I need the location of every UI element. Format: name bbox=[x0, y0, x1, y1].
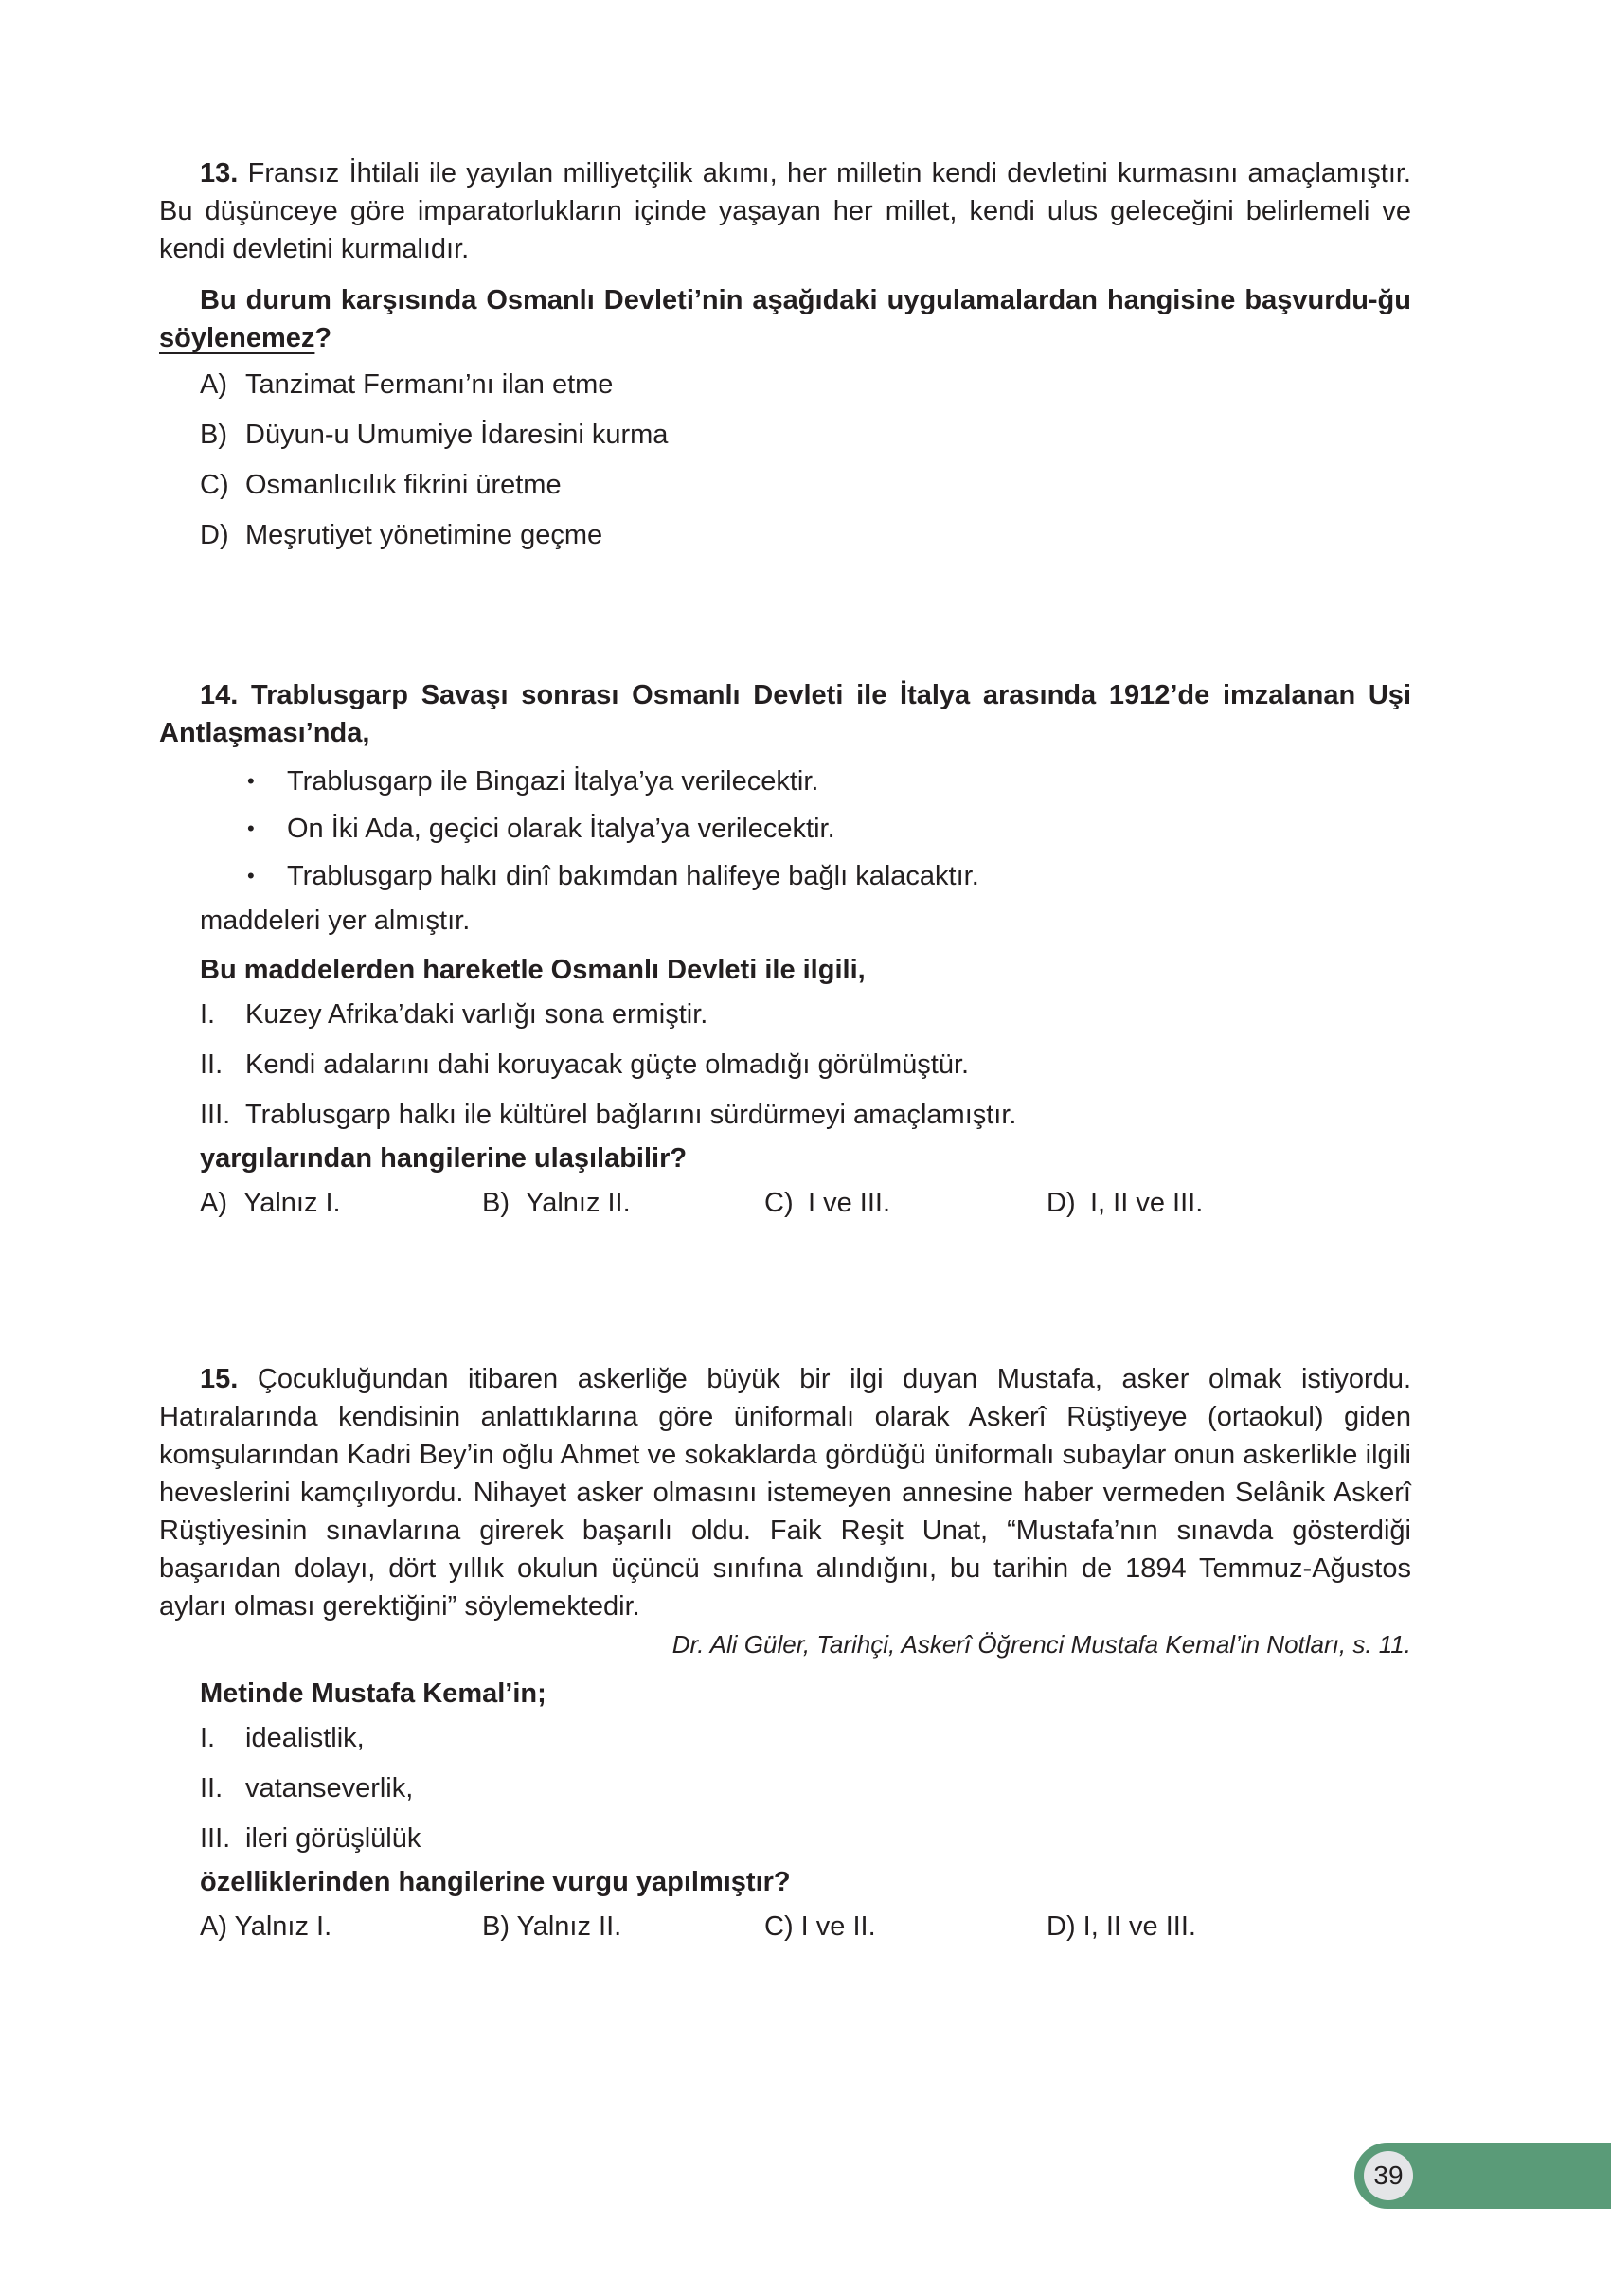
answer-option-b[interactable] bbox=[482, 1184, 764, 1222]
answer-options bbox=[159, 1177, 1411, 1228]
prompt-end: ? bbox=[314, 323, 332, 353]
option-label: A) bbox=[200, 368, 227, 400]
treaty-articles bbox=[159, 758, 1411, 900]
bullet-icon: • bbox=[247, 864, 255, 888]
answer-options bbox=[159, 1901, 1411, 1951]
statement-text: Trablusgarp halkı ile kültürel bağlarını sürdürmeyi amaçlamıştır. bbox=[245, 1099, 1017, 1130]
option-text: Tanzimat Fermanı’nı ilan etme bbox=[245, 368, 614, 400]
option-text: Düyun-u Umumiye İdaresini kurma bbox=[245, 419, 669, 450]
question-14-stem bbox=[159, 676, 1411, 752]
article-item bbox=[247, 852, 1411, 900]
answer-option-c[interactable] bbox=[764, 1184, 1047, 1222]
page-number-tab bbox=[1354, 2143, 1611, 2209]
answer-option-a[interactable] bbox=[200, 1184, 482, 1222]
option-text: I, II ve III. bbox=[1090, 1187, 1204, 1218]
answer-option-b[interactable] bbox=[200, 409, 1411, 459]
prompt-text: Bu durum karşısında Osmanlı Devleti’nin aşağıdaki uygulamalardan hangisine başvurdu-ğu bbox=[200, 285, 1411, 315]
statement-label: III. bbox=[200, 1099, 231, 1130]
statement-ii bbox=[200, 1763, 1411, 1813]
option-label: A) bbox=[200, 1910, 227, 1942]
option-text: I ve II. bbox=[800, 1910, 876, 1942]
answer-option-d[interactable] bbox=[1047, 1184, 1329, 1222]
question-14-prompt: yargılarından hangilerine ulaşılabilir? bbox=[200, 1143, 688, 1174]
statement-text: vatanseverlik, bbox=[245, 1772, 414, 1803]
statement-text: Kuzey Afrika’daki varlığı sona ermiştir. bbox=[245, 998, 708, 1030]
statement-label: I. bbox=[200, 1722, 216, 1753]
option-label: D) bbox=[1047, 1910, 1076, 1942]
option-text: Yalnız I. bbox=[243, 1187, 341, 1218]
answer-option-a[interactable] bbox=[200, 359, 1411, 409]
question-13 bbox=[159, 154, 1411, 560]
statement-i bbox=[200, 989, 1411, 1039]
answer-option-d[interactable] bbox=[1047, 1908, 1329, 1946]
question-14-lead: Bu maddelerden hareketle Osmanlı Devleti ile ilgili, bbox=[200, 955, 866, 985]
statement-label: III. bbox=[200, 1822, 231, 1854]
statement-iii bbox=[200, 1813, 1411, 1863]
statement-label: II. bbox=[200, 1049, 224, 1080]
option-text: Yalnız I. bbox=[234, 1910, 332, 1942]
answer-option-c[interactable] bbox=[200, 459, 1411, 510]
question-15-prompt: özelliklerinden hangilerine vurgu yapılmıştır? bbox=[200, 1867, 791, 1897]
emphasis-underlined: söylenemez bbox=[159, 323, 315, 353]
option-text: Meşrutiyet yönetimine geçme bbox=[245, 519, 603, 550]
statement-iii bbox=[200, 1089, 1411, 1139]
answer-option-a[interactable] bbox=[200, 1908, 482, 1946]
option-text: I, II ve III. bbox=[1083, 1910, 1196, 1942]
statement-ii bbox=[200, 1039, 1411, 1089]
option-text: I ve III. bbox=[808, 1187, 891, 1218]
question-14 bbox=[159, 676, 1411, 1228]
article-text: Trablusgarp halkı dinî bakımdan halifeye bağlı kalacaktır. bbox=[287, 861, 979, 891]
after-articles-text: maddeleri yer almıştır. bbox=[200, 906, 471, 936]
statements bbox=[159, 1713, 1411, 1863]
option-label: C) bbox=[764, 1187, 794, 1218]
question-number: 14. bbox=[200, 680, 239, 710]
bullet-icon: • bbox=[247, 816, 255, 840]
statement-label: I. bbox=[200, 998, 216, 1030]
article-text: Trablusgarp ile Bingazi İtalya’ya verilecektir. bbox=[287, 766, 819, 797]
question-13-prompt bbox=[159, 281, 1411, 357]
stem-text: Fransız İhtilali ile yayılan milliyetçilik akımı, her milletin kendi devletini kurmasını amaçlamıştır. Bu düşünceye göre imparatorlukların içinde yaşayan her millet, kendi ulus geleceğini belirlemeli ve kendi devletini kurmalıdır. bbox=[159, 158, 1411, 264]
statement-text: idealistlik, bbox=[245, 1722, 365, 1753]
question-number: 13. bbox=[200, 158, 239, 188]
statement-text: Kendi adalarını dahi koruyacak güçte olmadığı görülmüştür. bbox=[245, 1049, 970, 1080]
question-15-lead: Metinde Mustafa Kemal’in; bbox=[200, 1678, 546, 1709]
option-text: Osmanlıcılık fikrini üretme bbox=[245, 469, 562, 500]
page-number: 39 bbox=[1364, 2151, 1413, 2200]
option-label: B) bbox=[482, 1187, 510, 1218]
statement-label: II. bbox=[200, 1772, 224, 1803]
answer-option-d[interactable] bbox=[200, 510, 1411, 560]
answer-option-c[interactable] bbox=[764, 1908, 1047, 1946]
option-label: C) bbox=[200, 469, 229, 500]
article-text: On İki Ada, geçici olarak İtalya’ya verilecektir. bbox=[287, 814, 835, 844]
option-label: D) bbox=[1047, 1187, 1076, 1218]
option-label: B) bbox=[200, 419, 227, 450]
question-number: 15. bbox=[200, 1364, 239, 1394]
answer-options bbox=[159, 359, 1411, 560]
option-label: D) bbox=[200, 519, 229, 550]
option-text: Yalnız II. bbox=[516, 1910, 622, 1942]
question-15-stem bbox=[159, 1360, 1411, 1625]
option-label: A) bbox=[200, 1187, 227, 1218]
stem-text: Çocukluğundan itibaren askerliğe büyük bir ilgi duyan Mustafa, asker olmak istiyordu. Hatıralarında kendisinin anlattıklarına göre üniformalı olarak Askerî Rüştiyeye (ortaokul) giden komşularından Kadri Bey’in oğlu Ahmet ve sokaklarda gördüğü üniformalı subaylar onun askerlikle ilgili heveslerini kamçılıyordu. Nihayet asker olmasını istemeyen annesine haber vermeden Selânik Askerî Rüştiyesinin sınavlarına girerek başarılı oldu. Faik Reşit Unat, “Mustafa’nın sınavda gösterdiği başarıdan dolayı, dört yıllık okulun üçüncü sınıfına alındığını, bu tarihin de 1894 Temmuz-Ağustos ayları olması gerektiğini” söylemektedir. bbox=[159, 1364, 1411, 1622]
bullet-icon: • bbox=[247, 769, 255, 793]
option-label: B) bbox=[482, 1910, 510, 1942]
source-citation: Dr. Ali Güler, Tarihçi, Askerî Öğrenci Mustafa Kemal’in Notları, s. 11. bbox=[671, 1630, 1411, 1659]
stem-text: Trablusgarp Savaşı sonrası Osmanlı Devleti ile İtalya arasında 1912’de imzalanan Uşi Antlaşması’nda, bbox=[159, 680, 1411, 748]
statements bbox=[159, 989, 1411, 1139]
answer-option-b[interactable] bbox=[482, 1908, 764, 1946]
statement-text: ileri görüşlülük bbox=[245, 1822, 421, 1854]
article-item bbox=[247, 805, 1411, 852]
article-item bbox=[247, 758, 1411, 805]
question-13-stem bbox=[159, 154, 1411, 268]
option-label: C) bbox=[764, 1910, 794, 1942]
question-15 bbox=[159, 1360, 1411, 1951]
statement-i bbox=[200, 1713, 1411, 1763]
option-text: Yalnız II. bbox=[526, 1187, 631, 1218]
